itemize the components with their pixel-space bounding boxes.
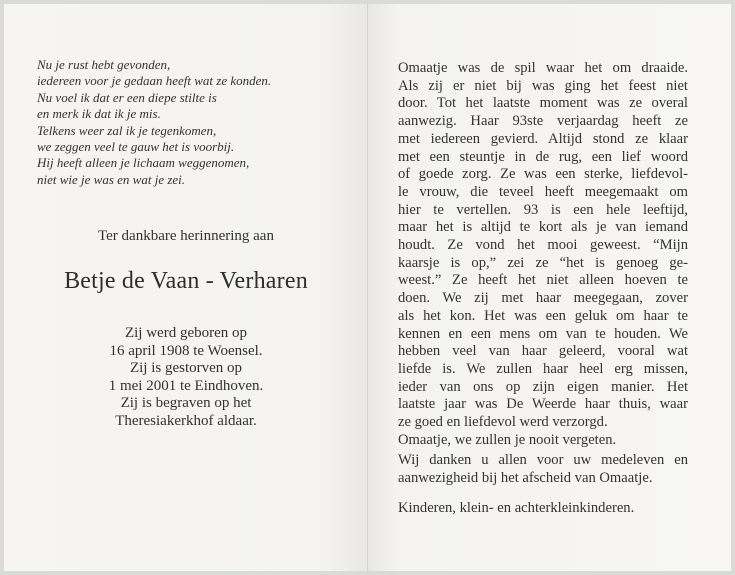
poem-line: Telkens weer zal ik je tegenkomen, <box>37 122 217 138</box>
paragraph-line: Omaatje was de spil waar het om draaide. <box>398 60 688 76</box>
paragraph-line: Als zij er niet bij was ging het feest niet <box>398 77 688 94</box>
paragraph-line: ieder van ons op zijn eigen manier. Het <box>398 378 688 395</box>
paragraph-line: hier te vertellen. 93 is een hele leeftijd, <box>398 201 688 218</box>
paragraph-line: laatste jaar was De Weerde haar thuis, waar <box>398 396 688 413</box>
deceased-name: Betje de Vaan - Verharen <box>64 268 308 294</box>
paragraph-line: aanwezig. Haar 93ste verjaardag heeft ze <box>398 113 688 130</box>
thanks-text <box>398 452 688 487</box>
paragraph-line: kaarsje is op,” zei ze “het is genoeg ge- <box>398 254 688 271</box>
details-line: 16 april 1908 te Woensel. <box>109 342 263 359</box>
poem-line: niet wie je was en wat je zei. <box>37 171 186 187</box>
poem <box>37 57 271 188</box>
tribute-paragraph <box>398 60 688 449</box>
paragraph-line: kennen en een mens om van te houden. We <box>398 325 688 342</box>
paragraph-line: met een steuntje in de rug, een lief woord <box>398 148 688 165</box>
poem-line: Nu voel ik dat er een diepe stilte is <box>37 89 217 105</box>
remembrance-intro: Ter dankbare herinnering aan <box>98 228 274 244</box>
paragraph-line: liefde is. We zullen haar heel erg missen, <box>398 360 688 377</box>
thanks-line: Wij danken u allen voor uw medeleven en <box>398 452 688 468</box>
paragraph-line: le vrouw, die teveel heeft meegemaakt om <box>398 183 688 200</box>
paragraph-line: weest.” Ze heeft het niet alleen hoeven te <box>398 272 688 289</box>
details-line: 1 mei 2001 te Eindhoven. <box>108 377 264 394</box>
paragraph-line: door. Tot het laatste moment was ze overal <box>398 95 688 112</box>
paragraph-line: houdt. Ze vond het mooi geweest. “Mijn <box>398 237 688 254</box>
poem-line: Nu je rust hebt gevonden, <box>37 57 171 72</box>
left-page <box>4 4 368 571</box>
paragraph-line: of goede zorg. Ze was een sterke, liefdevol- <box>398 166 688 183</box>
poem-line: we zeggen veel te gauw het is voorbij. <box>37 139 235 155</box>
paragraph-line: Omaatje, we zullen je nooit vergeten. <box>398 431 617 448</box>
details-line: Zij is begraven op het <box>120 395 252 412</box>
poem-line: Hij heeft alleen je lichaam weggenomen, <box>37 155 250 171</box>
paragraph-line: doen. We zij met haar meegegaan, zover <box>398 290 688 307</box>
details-line: Zij werd geboren op <box>124 325 248 341</box>
poem-line: en merk ik dat ik je mis. <box>37 106 161 122</box>
poem-line: iedereen voor je gedaan heeft wat ze konden. <box>37 73 272 89</box>
life-details <box>4 325 368 431</box>
thanks-line: aanwezigheid bij het afscheid van Omaatje. <box>398 469 653 486</box>
details-line: Theresiakerkhof aldaar. <box>115 412 257 429</box>
paragraph-line: ze goed en liefdevol werd verzorgd. <box>398 414 608 431</box>
details-line: Zij is gestorven op <box>129 360 243 377</box>
paragraph-line: als het kon. Het was een geluk om haar te <box>398 307 688 324</box>
paragraph-line: maar het is altijd te kort als je van iemand <box>398 219 688 236</box>
paragraph-line: met iedereen gevierd. Altijd stond ze klaar <box>398 130 688 147</box>
signoff: Kinderen, klein- en achterkleinkinderen. <box>398 500 635 516</box>
paragraph-line: hebben veel van haar geleerd, vooral wat <box>398 343 688 360</box>
